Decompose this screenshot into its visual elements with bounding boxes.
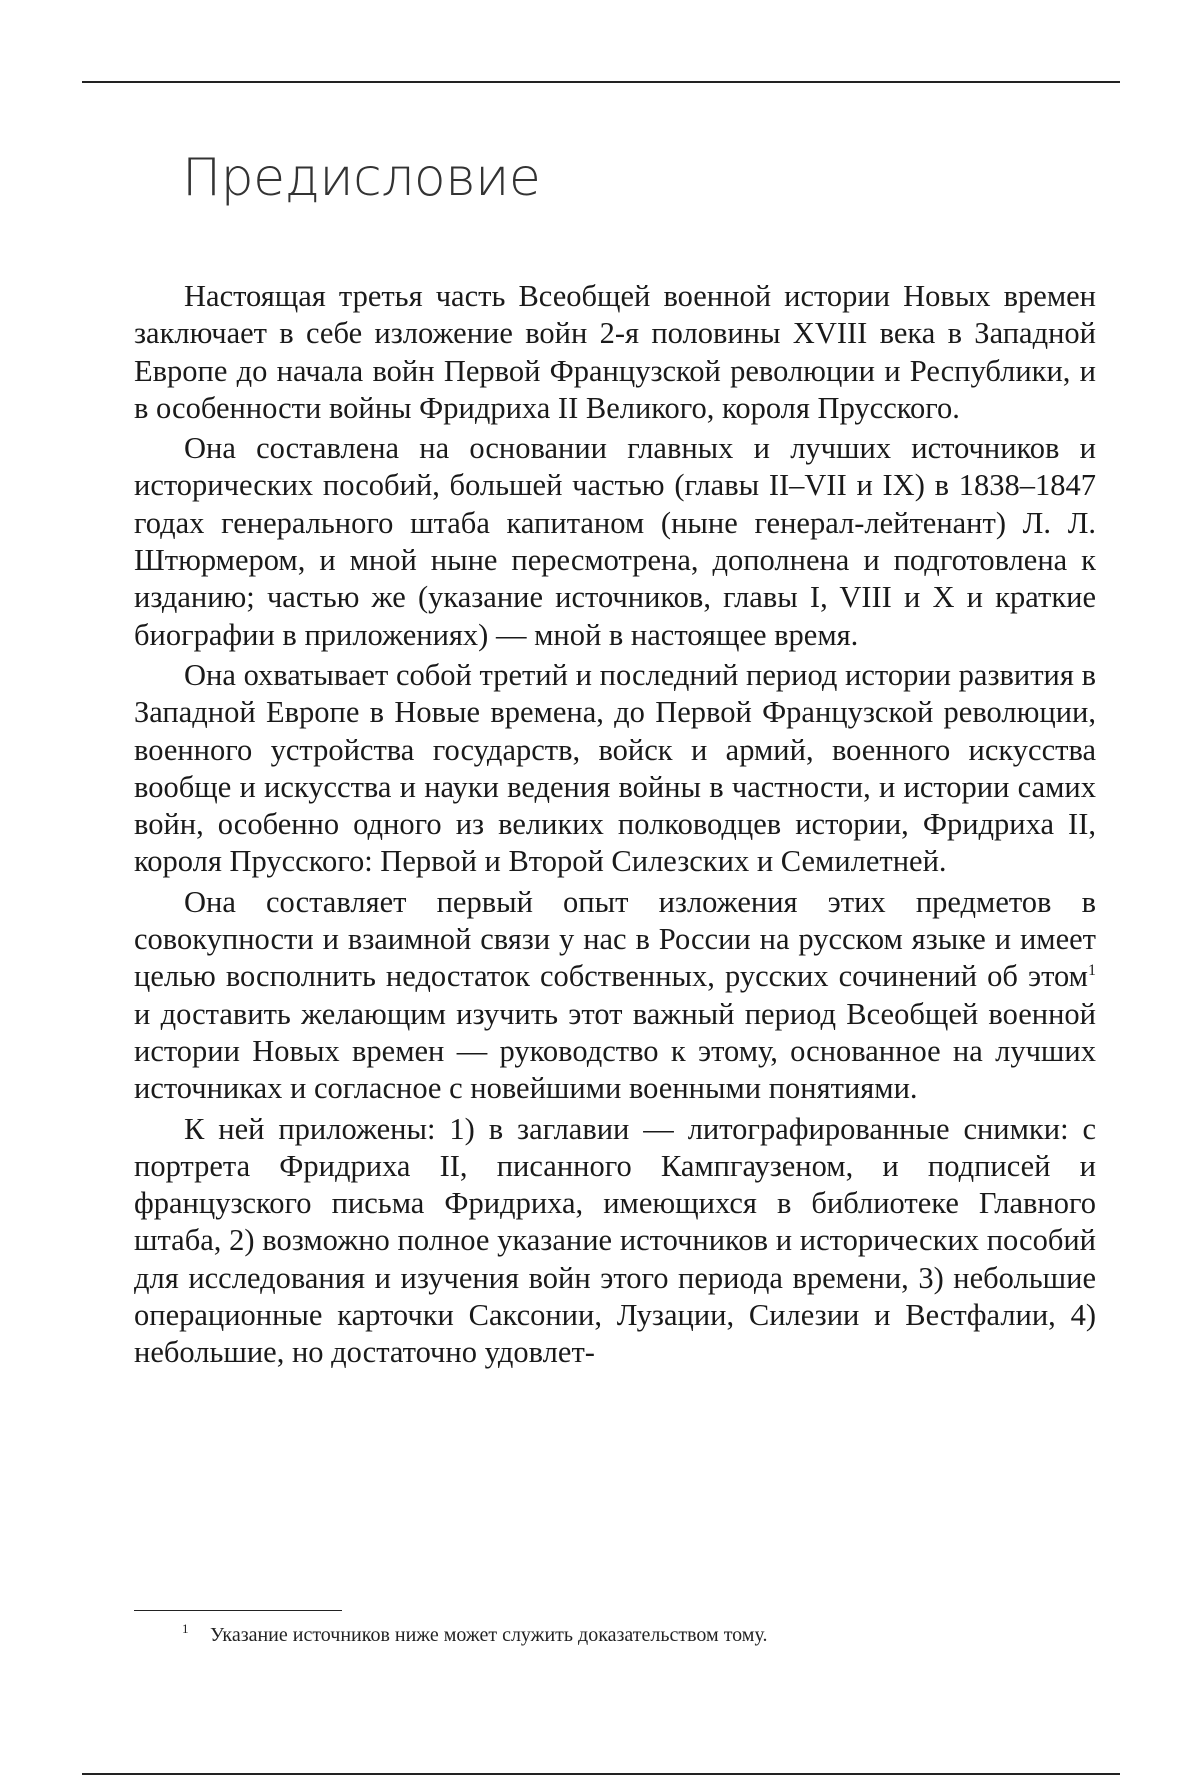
- page-title: Предисловие: [182, 148, 541, 208]
- footnote: 1 Указание источников ниже может служить доказательством тому.: [182, 1621, 768, 1646]
- paragraph-3: Она охватывает собой третий и последний период истории развития в Западной Европе в Новые времена, до Первой Французской революции, военного устройства государств, войск и армий, военного искусства вообще и искусства и науки ведения войны в частности, и истории самих войн, особенно одного из великих полководцев истории, Фридриха II, короля Прусского: Первой и Второй Силезских и Семилетней.: [134, 657, 1096, 879]
- footnote-text: Указание источников ниже может служить доказательством тому.: [210, 1624, 768, 1646]
- paragraph-1: Настоящая третья часть Всеобщей военной истории Новых времен заключает в себе изложение войн 2-я половины XVIII века в Западной Европе до начала войн Первой Французской революции и Республики, и в особенности войны Фридриха II Великого, короля Прусского.: [134, 279, 1096, 425]
- body-text: [134, 278, 1096, 1375]
- footnote-divider: [134, 1610, 342, 1611]
- top-rule: [82, 81, 1120, 83]
- paragraph-2: Она составлена на основании главных и лучших источников и исторических пособий, большей частью (главы II–VII и IX) в 1838–1847 годах генерального штаба капитаном (ныне генерал-лейтенант) Л. Л. Штюрмером, и мной ныне пересмотрена, дополнена и подготовлена к изданию; частью же (указание источников, главы I, VIII и X и краткие биографии в приложениях) — мной в настоящее время.: [134, 431, 1096, 652]
- bottom-rule: [82, 1773, 1120, 1775]
- paragraph-4-text-a: Она составляет первый опыт изложения этих предметов в совокупности и взаимной связи у нас в России на русском языке и имеет целью восполнить недостаток собственных, русских сочинений об этом: [134, 884, 1096, 994]
- paragraph-5: К ней приложены: 1) в заглавии — литографированные снимки: с портрета Фридриха II, писанного Кампгаузеном, и подписей и французского письма Фридриха, имеющихся в библиотеке Главного штаба, 2) возможно полное указание источников и исторических пособий для исследования и изучения войн этого периода времени, 3) небольшие операционные карточки Саксонии, Лузации, Силезии и Вестфалии, 4) небольшие, но достаточно удовлет-: [134, 1111, 1096, 1370]
- paragraph-4: [134, 884, 1096, 1108]
- paragraph-4-text-b: и доставить желающим изучить этот важный период Всеобщей военной истории Новых времен — руководство к этому, основанное на лучших источниках и согласное с новейшими военными понятиями.: [134, 996, 1096, 1106]
- footnote-reference[interactable]: 1: [1088, 962, 1096, 980]
